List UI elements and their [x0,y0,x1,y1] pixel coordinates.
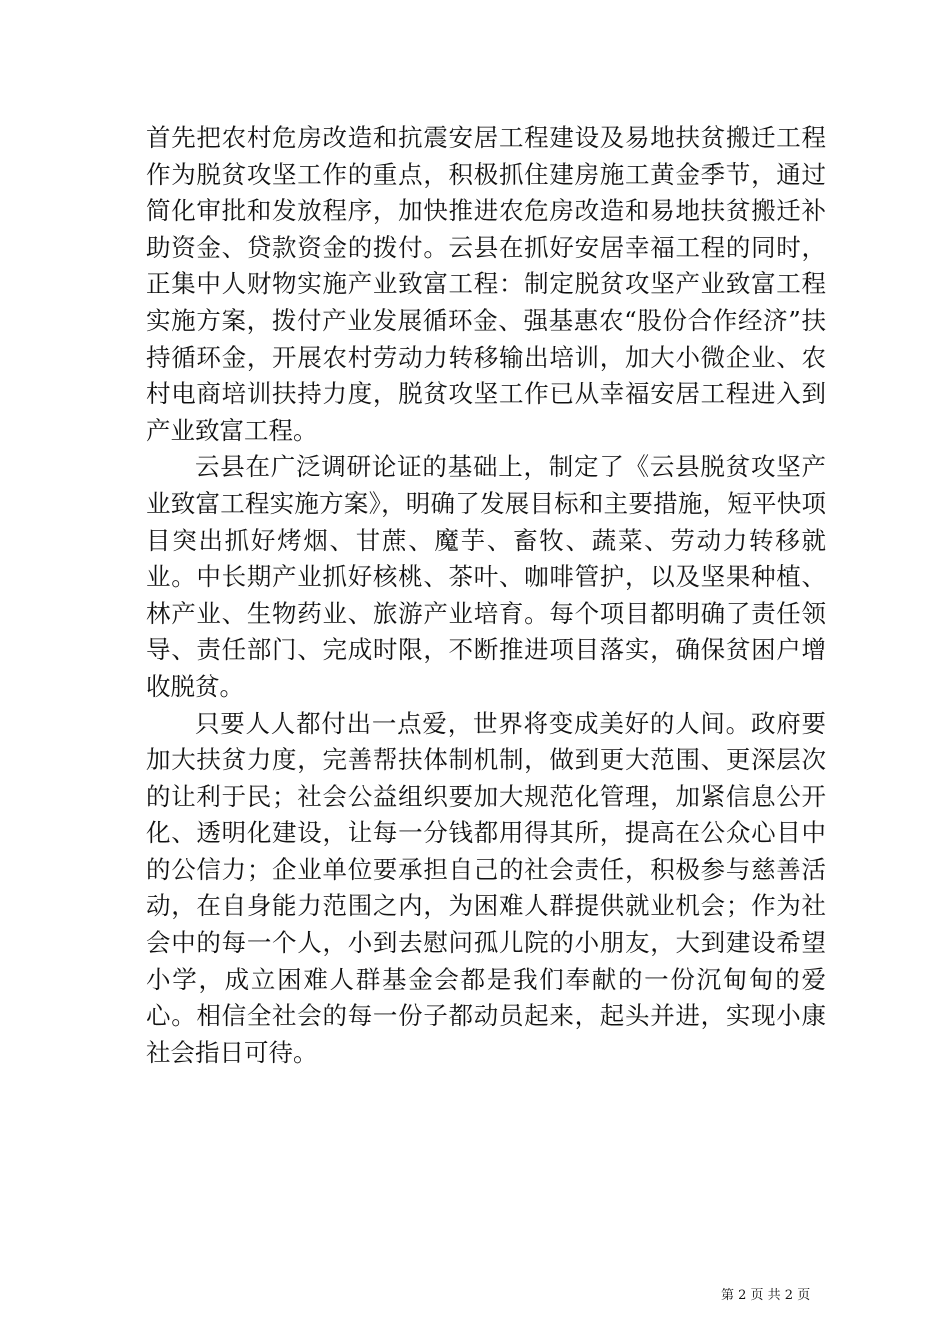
document-body [146,120,826,1071]
paragraph-industry-plan: 云县在广泛调研论证的基础上，制定了《云县脱贫攻坚产业致富工程实施方案》，明确了发展目标和主要措施，短平快项目突出抓好烤烟、甘蔗、魔芋、畜牧、蔬菜、劳动力转移就业。中长期产业抓好核桃、茶叶、咖啡管护，以及坚果种植、林产业、生物药业、旅游产业培育。每个项目都明确了责任领导、责任部门、完成时限，不断推进项目落实，确保贫困户增收脱贫。 [146,452,826,701]
paragraph-society-love: 只要人人都付出一点爱，世界将变成美好的人间。政府要加大扶贫力度，完善帮扶体制机制，做到更大范围、更深层次的让利于民；社会公益组织要加大规范化管理，加紧信息公开化、透明化建设，让每一分钱都用得其所，提高在公众心目中的公信力；企业单位要承担自己的社会责任，积极参与慈善活动，在自身能力范围之内，为困难人群提供就业机会；作为社会中的每一个人，小到去慰问孤儿院的小朋友，大到建设希望小学，成立困难人群基金会都是我们奉献的一份沉甸甸的爱心。相信全社会的每一份子都动员起来，起头并进，实现小康社会指日可待。 [146,708,826,1067]
paragraph-continued: 首先把农村危房改造和抗震安居工程建设及易地扶贫搬迁工程作为脱贫攻坚工作的重点，积极抓住建房施工黄金季节，通过简化审批和发放程序，加快推进农危房改造和易地扶贫搬迁补助资金、贷款资金的拨付。云县在抓好安居幸福工程的同时，正集中人财物实施产业致富工程：制定脱贫攻坚产业致富工程实施方案，拨付产业发展循环金、强基惠农“股份合作经济”扶持循环金，开展农村劳动力转移输出培训，加大小微企业、农村电商培训扶持力度，脱贫攻坚工作已从幸福安居工程进入到产业致富工程。 [146,123,826,445]
page-number-footer: 第 2 页 共 2 页 [721,1288,811,1303]
